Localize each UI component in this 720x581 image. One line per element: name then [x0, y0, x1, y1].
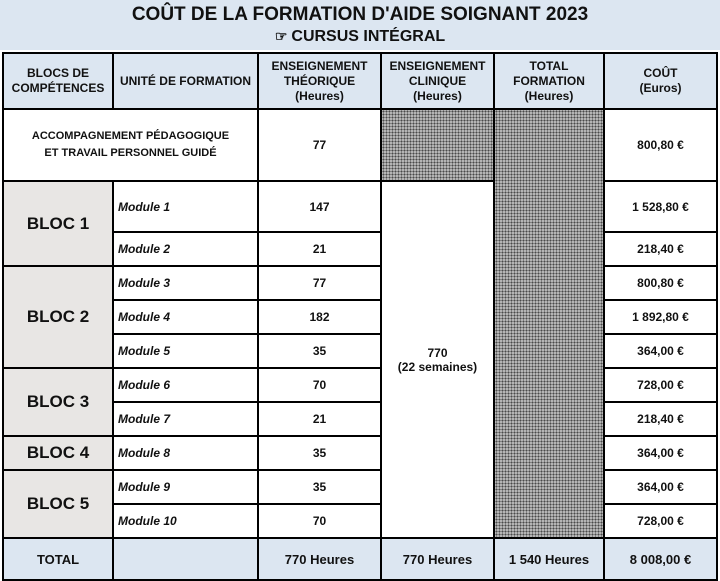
module-name: Module 8	[113, 436, 258, 470]
module-cost: 218,40 €	[604, 402, 717, 436]
module-hours: 35	[258, 334, 381, 368]
module-name: Module 3	[113, 266, 258, 300]
accompagnement-label	[3, 109, 258, 181]
cost-table	[2, 52, 718, 581]
header-total-label: TOTAL FORMATION	[513, 58, 585, 88]
module-name: Module 7	[113, 402, 258, 436]
header-theorique-unit: (Heures)	[295, 88, 344, 103]
accompagnement-line1: ACCOMPAGNEMENT PÉDAGOGIQUE	[31, 130, 230, 142]
module-cost: 1 892,80 €	[604, 300, 717, 334]
module-hours: 70	[258, 504, 381, 538]
page-subtitle	[0, 28, 720, 46]
total-formation: 1 540 Heures	[494, 538, 604, 580]
module-cost: 728,00 €	[604, 504, 717, 538]
header-cout-label: COÛT	[643, 66, 678, 80]
header-row	[3, 53, 717, 109]
header-unite: UNITÉ DE FORMATION	[113, 53, 258, 109]
module-cost: 800,80 €	[604, 266, 717, 300]
header-cout	[604, 53, 717, 109]
clinique-weeks: (22 semaines)	[397, 359, 478, 374]
header-total	[494, 53, 604, 109]
module-name: Module 5	[113, 334, 258, 368]
module-hours: 21	[258, 232, 381, 266]
module-name: Module 4	[113, 300, 258, 334]
subtitle-text: CURSUS INTÉGRAL	[291, 28, 446, 45]
module-hours: 182	[258, 300, 381, 334]
module-cost: 364,00 €	[604, 470, 717, 504]
table-row	[3, 368, 717, 402]
module-cost: 364,00 €	[604, 334, 717, 368]
bloc-label: BLOC 5	[3, 470, 113, 538]
bloc-label: BLOC 3	[3, 368, 113, 436]
module-cost: 1 528,80 €	[604, 181, 717, 232]
hatched-cell	[113, 538, 258, 580]
module-name: Module 2	[113, 232, 258, 266]
module-hours: 77	[258, 266, 381, 300]
total-row	[3, 538, 717, 580]
title-banner	[0, 0, 720, 50]
header-cout-unit: (Euros)	[639, 81, 682, 95]
header-total-unit: (Heures)	[524, 88, 574, 103]
bloc-label: BLOC 1	[3, 181, 113, 266]
table-row	[3, 436, 717, 470]
bloc-label: BLOC 4	[3, 436, 113, 470]
header-clinique-unit: (Heures)	[413, 88, 462, 103]
module-name: Module 10	[113, 504, 258, 538]
total-cout: 8 008,00 €	[604, 538, 717, 580]
module-cost: 218,40 €	[604, 232, 717, 266]
module-hours: 35	[258, 470, 381, 504]
header-theorique-label: ENSEIGNEMENT THÉORIQUE	[271, 58, 368, 88]
total-theorique: 770 Heures	[258, 538, 381, 580]
page-title: COÛT DE LA FORMATION D'AIDE SOIGNANT 2023	[131, 4, 589, 25]
module-name: Module 6	[113, 368, 258, 402]
header-blocs: BLOCS DE COMPÉTENCES	[3, 53, 113, 109]
bloc-label: BLOC 2	[3, 266, 113, 368]
header-clinique	[381, 53, 494, 109]
clinique-cell	[381, 181, 494, 538]
module-name: Module 1	[113, 181, 258, 232]
module-hours: 147	[258, 181, 381, 232]
accompagnement-line2: ET TRAVAIL PERSONNEL GUIDÉ	[44, 147, 217, 159]
clinique-hours: 770	[427, 345, 448, 360]
accompagnement-theorique: 77	[258, 109, 381, 181]
accompagnement-row	[3, 109, 717, 181]
total-clinique: 770 Heures	[381, 538, 494, 580]
table-row	[3, 470, 717, 504]
total-label: TOTAL	[3, 538, 113, 580]
hatched-total-column	[494, 109, 604, 538]
accompagnement-cout: 800,80 €	[604, 109, 717, 181]
header-clinique-label: ENSEIGNEMENT CLINIQUE	[389, 58, 486, 88]
module-hours: 70	[258, 368, 381, 402]
table-row	[3, 181, 717, 232]
hatched-cell	[381, 109, 494, 181]
module-cost: 728,00 €	[604, 368, 717, 402]
module-hours: 35	[258, 436, 381, 470]
table-row	[3, 266, 717, 300]
header-theorique	[258, 53, 381, 109]
module-cost: 364,00 €	[604, 436, 717, 470]
module-name: Module 9	[113, 470, 258, 504]
module-hours: 21	[258, 402, 381, 436]
pointing-hand-icon: ☞	[274, 28, 288, 44]
